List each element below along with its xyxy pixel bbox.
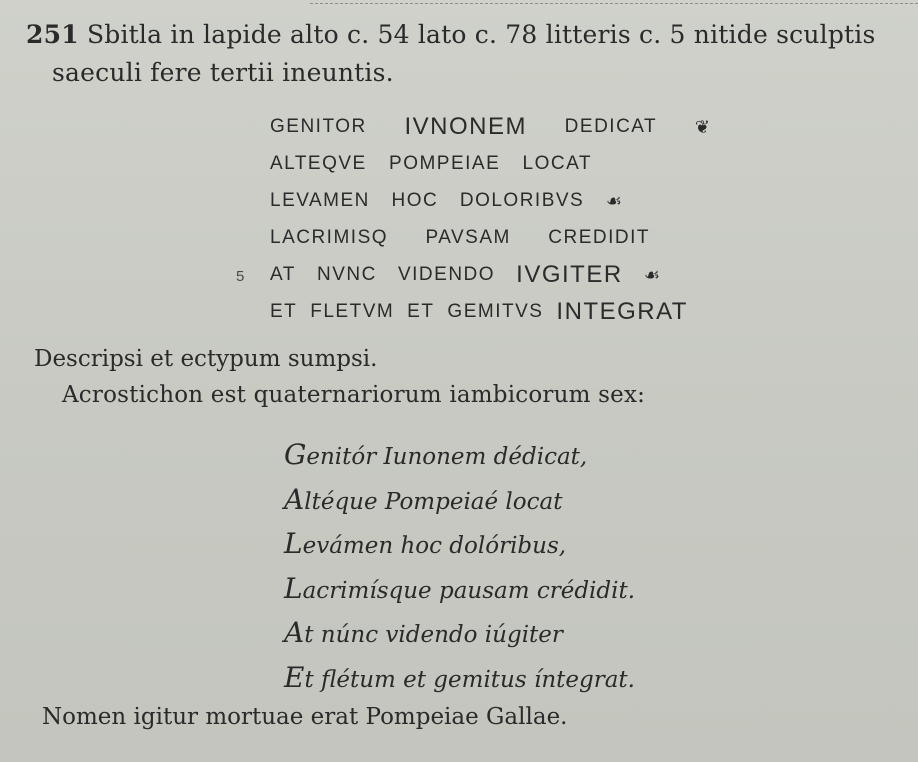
paragraph-nomen: Nomen igitur mortuae erat Pompeiae Gallae. [42,704,568,730]
inscription-line-2 [270,149,592,186]
acrostic-initial: L [284,571,303,605]
hedera-leaf-icon: ☙ [643,265,660,285]
line-number: 5 [236,268,246,285]
inscription-word: INTEGRAT [556,298,688,325]
entry-number: 251 [26,20,79,49]
inscription-word: AT [270,264,296,285]
entry-line-1: Sbitla in lapide alto c. 54 lato c. 78 litteris c. 5 nitide sculptis [86,20,876,49]
inscription-word: ET [407,301,435,322]
inscription-word: HOC [391,190,439,211]
inscription-word: LACRIMISQ [270,227,389,248]
verse-line [284,568,635,613]
verse-line [284,523,635,568]
inscription-word: VIDENDO [397,264,496,285]
inscription-word: PAVSAM [425,227,511,248]
inscription-word: LOCAT [522,153,592,174]
paragraph-acrostichon: Acrostichon est quaternariorum iambicorum sex: [62,382,646,408]
inscription-word: IVNONEM [404,113,527,140]
inscription-line-4 [270,223,650,260]
inscription-word: FLETVM [310,301,395,322]
verse-text: acrimísque pausam crédidit. [302,577,636,604]
inscription-word: POMPEIAE [389,153,501,174]
verse-line [284,612,635,657]
inscription-word: GENITOR [270,116,367,137]
inscription-block [236,112,710,334]
inscription-word: GEMITVS [447,301,544,322]
hedera-leaf-icon: ☙ [605,191,622,211]
inscription-word: DEDICAT [564,116,658,137]
acrostic-initial: A [284,482,305,516]
verse-line [284,657,635,702]
inscription-word: NVNC [317,264,377,285]
acrostic-verse [284,434,635,701]
inscription-line-5 [236,260,660,297]
inscription-word: LEVAMEN [270,190,370,211]
acrostic-initial: L [284,527,303,560]
verse-text: t núnc videndo iúgiter [304,622,563,648]
inscription-word: DOLORIBVS [459,190,585,211]
verse-text: t flétum et gemitus íntegrat. [304,666,635,693]
verse-text: enitór Iunonem dédicat, [306,444,588,470]
acrostic-initial: A [284,616,305,649]
inscription-word: ET [270,301,298,322]
acrostic-initial: E [284,660,305,694]
acrostic-initial: G [284,438,307,471]
entry-heading [26,16,906,92]
inscription-word: IVGITER [516,261,623,288]
inscription-line-6 [270,297,688,334]
inscription-line-3 [270,186,622,223]
top-rule [310,3,918,5]
paragraph-descripsi: Descripsi et ectypum sumpsi. [34,346,378,372]
entry-line-2: saeculi fere tertii ineuntis. [52,58,394,87]
inscription-word: ALTEQVE [270,153,367,174]
verse-text: evámen hoc dolóribus, [302,533,567,559]
verse-line [284,434,635,479]
inscription-word: CREDIDIT [548,227,650,248]
hedera-leaf-icon: ❦ [694,117,710,137]
verse-text: ltéque Pompeiaé locat [304,488,563,515]
inscription-line-1 [270,112,710,149]
verse-line [284,479,635,524]
